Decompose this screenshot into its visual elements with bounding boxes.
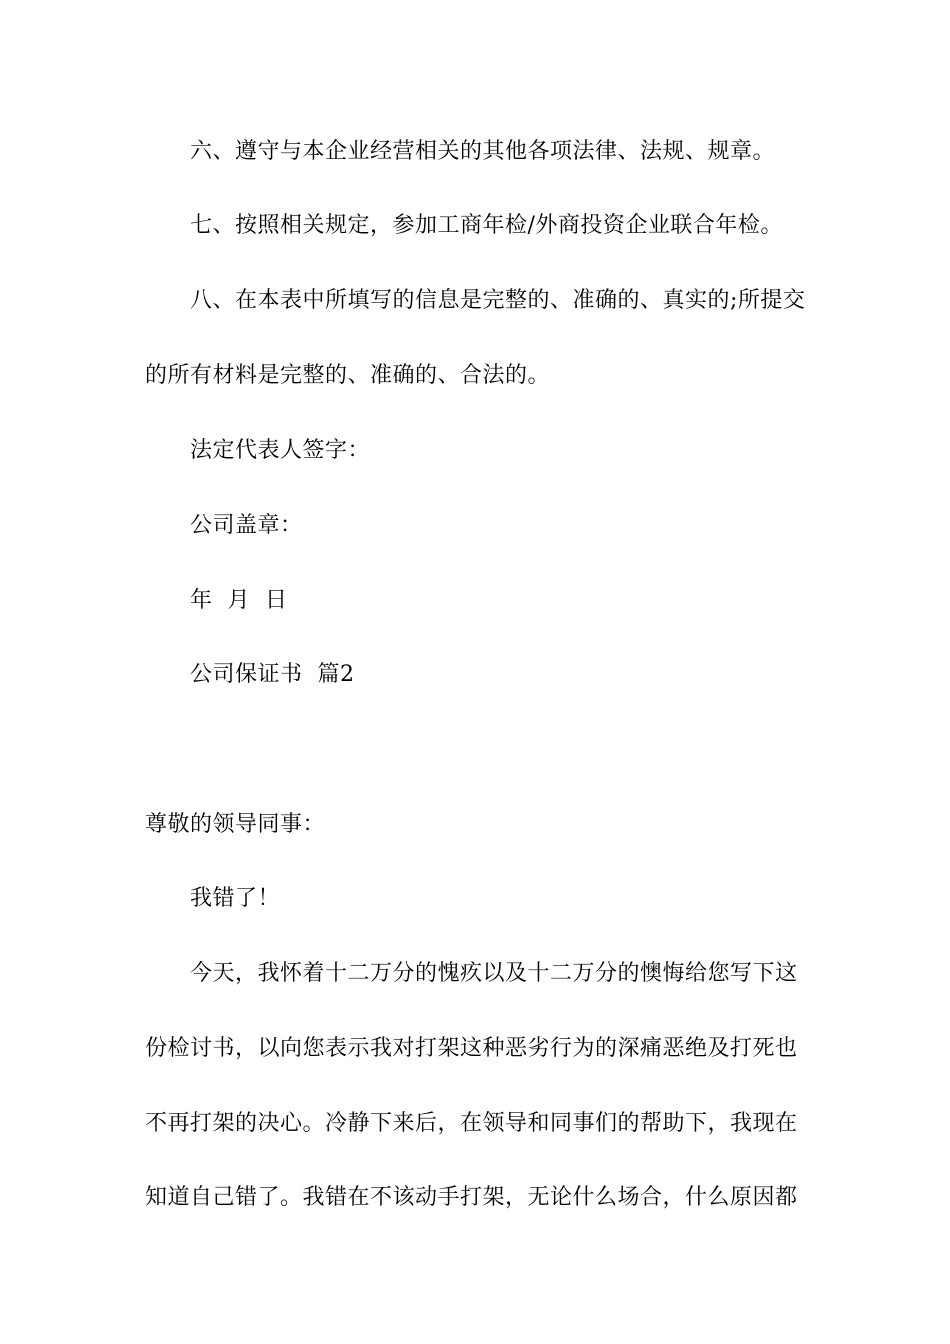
paragraph-line: 知道自己错了。我错在不该动手打架，无论什么场合，什么原因都: [145, 1185, 798, 1210]
paragraph-line: 七、按照相关规定，参加工商年检/外商投资企业联合年检。: [190, 213, 783, 238]
salutation: 尊敬的领导同事：: [145, 812, 326, 837]
paragraph-line: 今天，我怀着十二万分的愧疚以及十二万分的懊悔给您写下这: [190, 961, 798, 986]
paragraph-line: 不再打架的决心。冷静下来后，在领导和同事们的帮助下，我现在: [145, 1111, 798, 1136]
paragraph-line: 六、遵守与本企业经营相关的其他各项法律、法规、规章。: [190, 139, 776, 164]
signature-label: 法定代表人签字：: [190, 438, 371, 463]
date-label: 年 月 日: [190, 588, 288, 613]
seal-label: 公司盖章：: [190, 513, 303, 538]
section-heading: 公司保证书 篇2: [190, 662, 355, 687]
paragraph-line: 份检讨书，以向您表示我对打架这种恶劣行为的深痛恶绝及打死也: [145, 1036, 798, 1061]
paragraph-line: 的所有材料是完整的、准确的、合法的。: [145, 363, 551, 388]
paragraph-line: 我错了！: [190, 886, 281, 911]
paragraph-line: 八、在本表中所填写的信息是完整的、准确的、真实的;所提交: [190, 288, 806, 313]
